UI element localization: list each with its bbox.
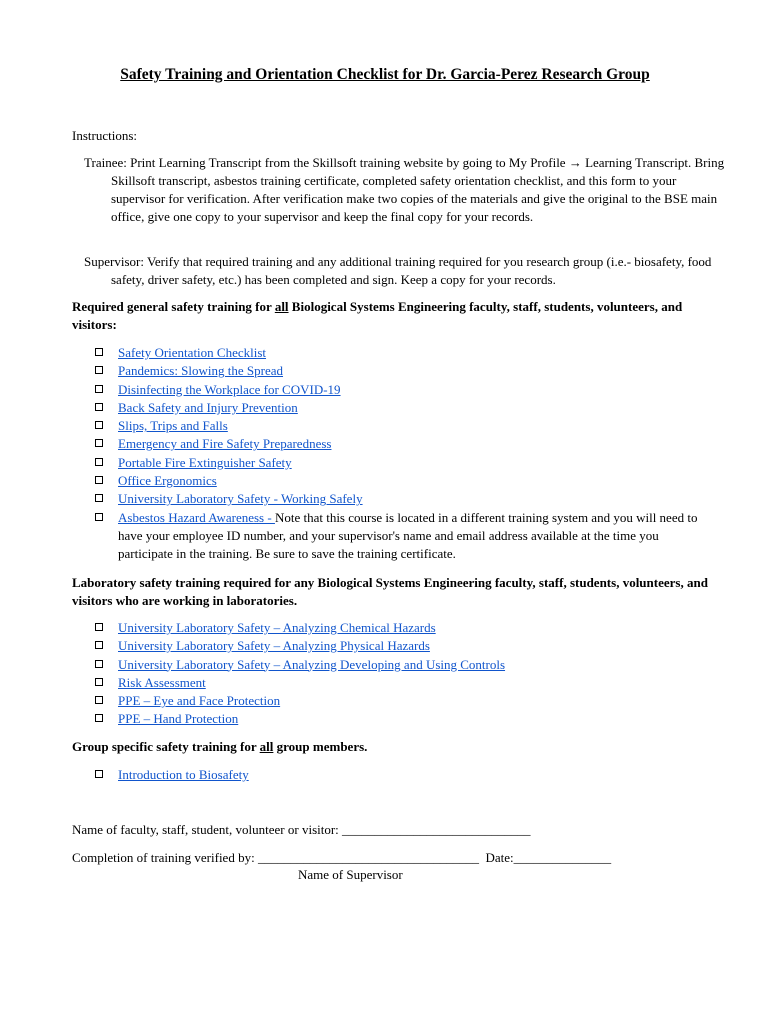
asbestos-note: Note that this course is located in a different training system and you will need to have your employee ID number, and your supervisor's name and email address available at the time you participate in the training. Be sure to save the training certificate. xyxy=(118,509,698,562)
list-item xyxy=(95,399,705,417)
checkbox[interactable] xyxy=(95,366,103,374)
general-training-heading xyxy=(72,298,712,334)
checkbox[interactable] xyxy=(95,513,103,521)
trainee-text-part2: Learning Transcript. Bring Skillsoft transcript, asbestos training certificate, completed safety orientation checklist, and this form to your supervisor for verification. After verification make two copies of the materials and give the original to the BSE main office, give one copy to your supervisor and keep the final copy for your records. xyxy=(111,155,725,224)
training-link[interactable]: Asbestos Hazard Awareness - xyxy=(118,509,275,525)
supervisor-instructions xyxy=(75,253,731,289)
checkbox[interactable] xyxy=(95,714,103,722)
checkbox[interactable] xyxy=(95,678,103,686)
list-item xyxy=(95,619,705,637)
heading-emphasis: all xyxy=(259,739,274,754)
training-link[interactable]: Slips, Trips and Falls xyxy=(118,418,228,434)
name-field-row xyxy=(72,821,531,839)
checkbox[interactable] xyxy=(95,623,103,631)
training-link[interactable]: Portable Fire Extinguisher Safety xyxy=(118,454,292,470)
name-field-label: Name of faculty, staff, student, volunteer or visitor: xyxy=(72,822,343,837)
checkbox[interactable] xyxy=(95,421,103,429)
heading-text: Group specific safety training for xyxy=(72,739,260,754)
training-link[interactable]: University Laboratory Safety – Analyzing Developing and Using Controls xyxy=(118,656,506,672)
checkbox[interactable] xyxy=(95,476,103,484)
verification-row xyxy=(72,849,611,867)
list-item xyxy=(95,656,705,674)
training-link[interactable]: Introduction to Biosafety xyxy=(118,767,249,782)
checkbox[interactable] xyxy=(95,439,103,447)
checkbox[interactable] xyxy=(95,696,103,704)
training-link[interactable]: PPE – Eye and Face Protection xyxy=(118,693,281,709)
date-line[interactable]: _______________ xyxy=(513,850,612,865)
list-item xyxy=(95,381,705,399)
trainee-label: Trainee: xyxy=(84,155,127,170)
list-item xyxy=(95,472,705,490)
supervisor-label: Supervisor: xyxy=(84,254,144,269)
list-item xyxy=(95,417,705,435)
list-item xyxy=(95,674,705,692)
training-link[interactable]: Office Ergonomics xyxy=(118,473,217,489)
training-link[interactable]: University Laboratory Safety - Working Safely xyxy=(118,491,363,507)
group-training-heading xyxy=(72,738,712,756)
heading-text: Biological Systems Engineering faculty, staff, students, volunteers, and visitors: xyxy=(72,299,683,332)
instructions-label: Instructions: xyxy=(72,128,137,143)
training-link[interactable]: University Laboratory Safety – Analyzing Chemical Hazards xyxy=(118,620,436,635)
training-link[interactable]: Safety Orientation Checklist xyxy=(118,345,267,360)
list-item xyxy=(95,490,705,508)
general-training-list xyxy=(95,344,705,564)
list-item xyxy=(95,509,705,564)
lab-training-heading: Laboratory safety training required for any Biological Systems Engineering faculty, staff, students, volunteers, and visitors who are working in laboratories. xyxy=(72,575,708,608)
checkbox[interactable] xyxy=(95,385,103,393)
training-link[interactable]: Emergency and Fire Safety Preparedness xyxy=(118,436,332,452)
checkbox[interactable] xyxy=(95,403,103,411)
list-item xyxy=(95,710,705,728)
checkbox[interactable] xyxy=(95,641,103,649)
list-item xyxy=(95,454,705,472)
training-link[interactable]: Risk Assessment xyxy=(118,674,206,690)
supervisor-caption: Name of Supervisor xyxy=(298,867,403,882)
group-training-list xyxy=(95,766,705,784)
arrow-right-icon: → xyxy=(568,155,582,170)
page-title: Safety Training and Orientation Checklist for Dr. Garcia-Perez Research Group xyxy=(120,66,650,83)
training-link[interactable]: University Laboratory Safety – Analyzing Physical Hazards xyxy=(118,638,430,654)
list-item xyxy=(95,692,705,710)
checkbox[interactable] xyxy=(95,660,103,668)
heading-text: Required general safety training for xyxy=(72,299,275,314)
supervisor-signature-line[interactable]: __________________________________ xyxy=(257,850,479,865)
list-item xyxy=(95,344,705,362)
training-link[interactable]: Back Safety and Injury Prevention xyxy=(118,399,298,415)
date-label: Date: xyxy=(485,850,514,865)
checkbox[interactable] xyxy=(95,348,103,356)
checkbox[interactable] xyxy=(95,770,103,778)
trainee-text-part1: Print Learning Transcript from the Skillsoft training website by going to My Profile xyxy=(130,155,566,170)
heading-emphasis: all xyxy=(274,299,289,314)
heading-text: group members. xyxy=(273,739,368,754)
list-item xyxy=(95,435,705,453)
supervisor-text: Verify that required training and any additional training required for you research group (i.e.- biosafety, food safety, driver safety, etc.) has been completed and sign. Keep a copy for your records. xyxy=(111,254,712,287)
training-link[interactable]: Pandemics: Slowing the Spread xyxy=(118,363,284,379)
trainee-instructions xyxy=(75,154,731,226)
lab-training-list xyxy=(95,619,705,729)
name-field-line[interactable]: _____________________________ xyxy=(342,822,531,837)
checkbox[interactable] xyxy=(95,494,103,502)
list-item xyxy=(95,362,705,380)
checkbox[interactable] xyxy=(95,458,103,466)
verified-by-label: Completion of training verified by: xyxy=(72,850,258,865)
training-link[interactable]: PPE – Hand Protection xyxy=(118,711,239,727)
list-item xyxy=(95,637,705,655)
training-link[interactable]: Disinfecting the Workplace for COVID-19 xyxy=(118,381,341,397)
list-item xyxy=(95,766,705,784)
